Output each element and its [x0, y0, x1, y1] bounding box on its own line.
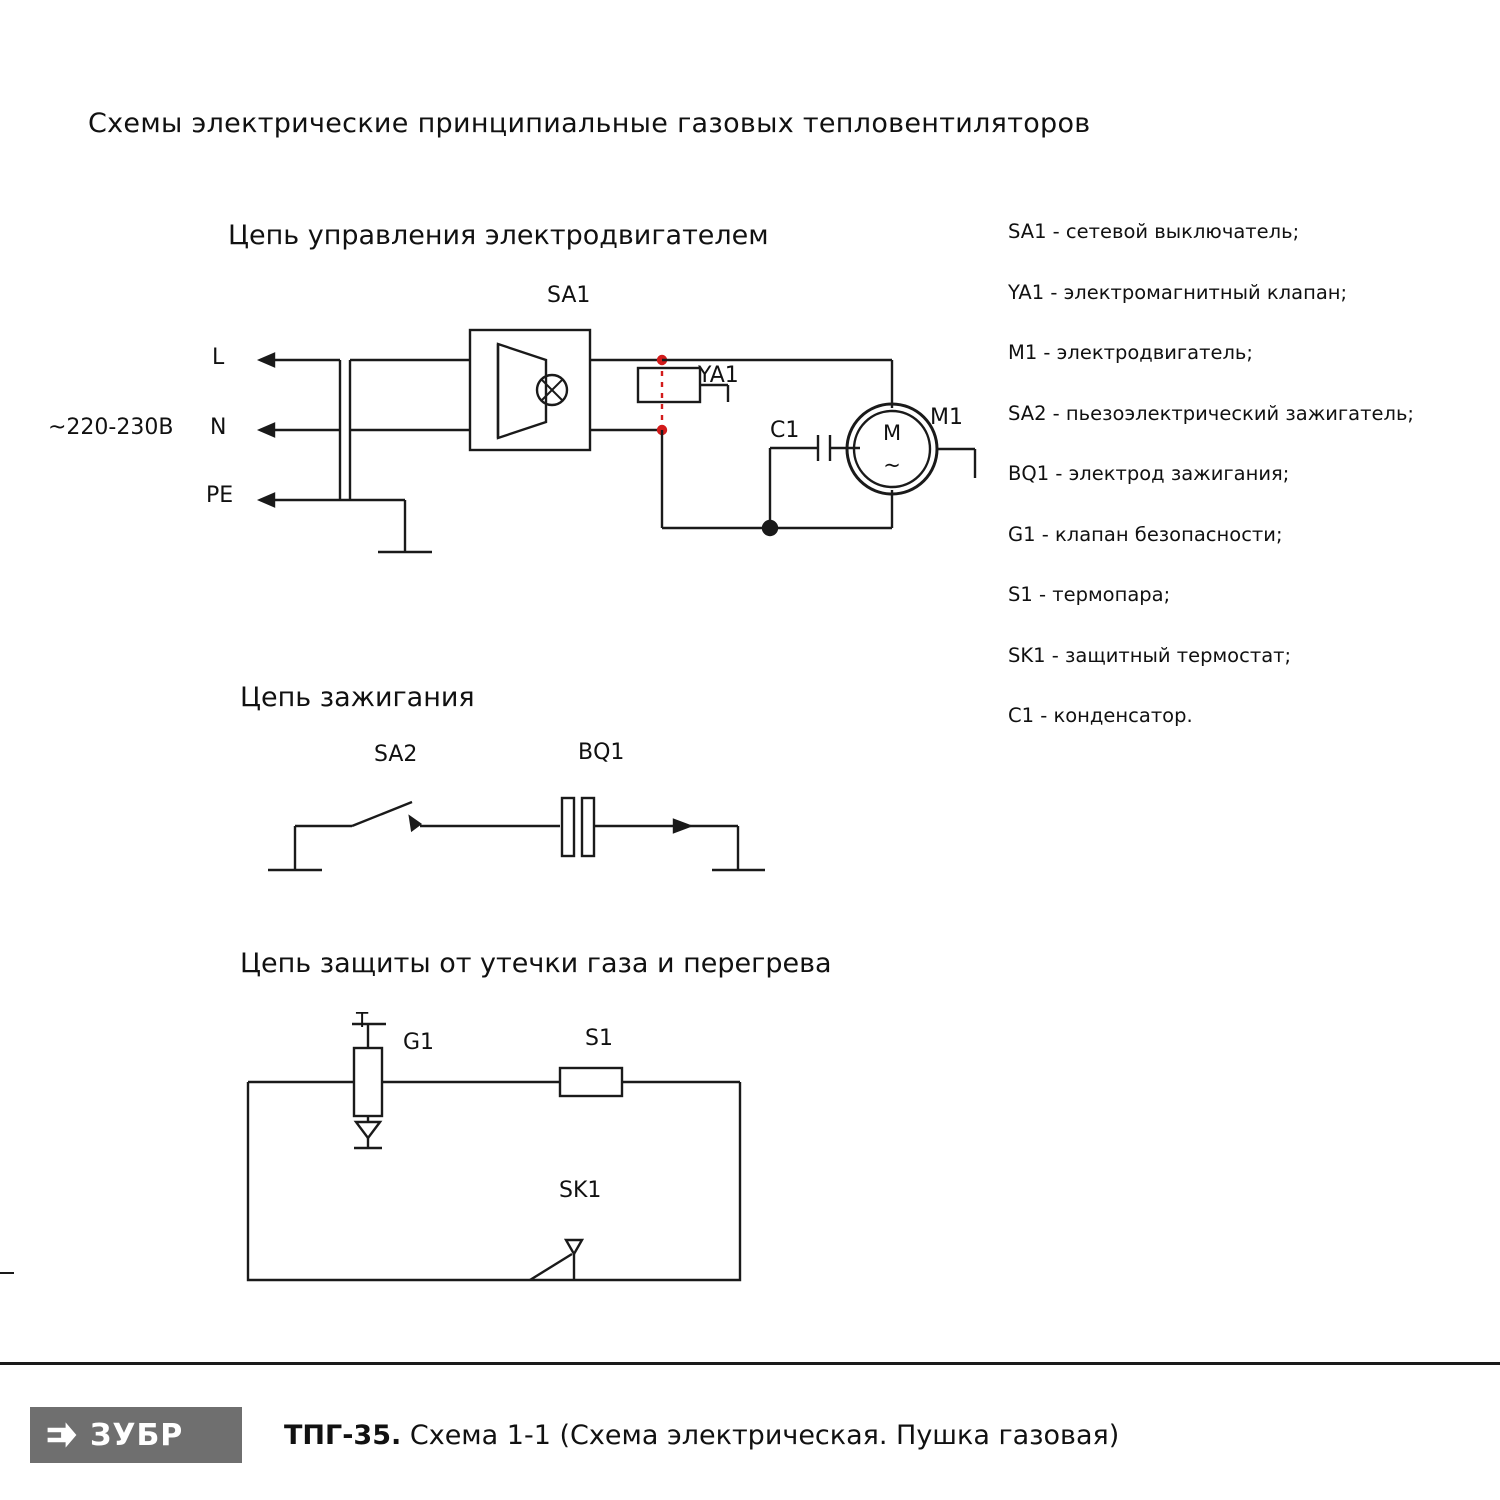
svg-text:M: M — [882, 421, 902, 445]
legend-item-g1: G1 - клапан безопасности; — [1008, 522, 1283, 546]
section-title-ignition: Цепь зажигания — [240, 682, 475, 713]
component-label-s1: S1 — [585, 1026, 613, 1051]
legend-item-sa2: SA2 - пьезоэлектрический зажигатель; — [1008, 401, 1415, 425]
thermocouple-s1 — [560, 1068, 622, 1096]
component-label-m1: M1 — [930, 405, 963, 430]
crop-tick-mark — [0, 1272, 14, 1274]
legend-item-bq1: BQ1 - электрод зажигания; — [1008, 462, 1290, 485]
footer — [0, 1400, 1500, 1470]
ignition-schematic — [260, 790, 820, 900]
capacitor-c1 — [763, 435, 860, 535]
motor-m1-symbol — [847, 404, 937, 494]
loop-wire — [248, 1082, 740, 1280]
terminal-label-l: L — [212, 345, 225, 370]
solenoid-ya1 — [638, 368, 728, 402]
terminal-label-pe: PE — [206, 483, 234, 508]
switch-sa1-body — [470, 330, 590, 450]
footer-caption — [284, 1420, 1119, 1451]
footer-model: ТПГ-35. — [284, 1419, 402, 1451]
section-title-protection: Цепь защиты от утечки газа и перегрева — [240, 948, 832, 979]
switch-sa2 — [352, 802, 560, 830]
component-label-sa1: SA1 — [547, 283, 591, 308]
component-label-g1: G1 — [403, 1030, 435, 1055]
arrow-logo-icon — [44, 1417, 80, 1453]
electrode-bq1 — [562, 798, 690, 856]
component-label-c1: C1 — [770, 418, 800, 443]
svg-text:~: ~ — [883, 453, 901, 477]
thermostat-sk1 — [530, 1240, 582, 1280]
brand-badge — [30, 1407, 242, 1463]
protection-schematic — [240, 1040, 800, 1290]
footer-caption-text: Схема 1-1 (Схема электрическая. Пушка газовая) — [409, 1419, 1120, 1451]
legend-item-sk1: SK1 - защитный термостат; — [1008, 643, 1292, 667]
terminal-label-n: N — [210, 415, 227, 440]
legend-item-c1: C1 - конденсатор. — [1008, 704, 1193, 727]
valve-g1 — [352, 1024, 386, 1148]
legend-item-s1: S1 - термопара; — [1008, 583, 1171, 606]
supply-voltage-label: ~220-230В — [48, 415, 174, 440]
component-label-ya1: YA1 — [698, 363, 739, 388]
footer-divider — [0, 1362, 1500, 1365]
ground-symbol-pe — [378, 500, 432, 552]
motor-control-schematic — [230, 330, 1090, 630]
component-label-bq1: BQ1 — [578, 740, 625, 765]
page-title: Схемы электрические принципиальные газовых тепловентиляторов — [88, 108, 1091, 139]
component-label-sk1: SK1 — [559, 1178, 602, 1203]
legend-item-ya1: YA1 - электромагнитный клапан; — [1008, 280, 1348, 304]
valve-g1-marker: T — [356, 1008, 369, 1032]
legend-item-m1: M1 - электродвигатель; — [1008, 341, 1253, 364]
brand-name: ЗУБР — [90, 1417, 184, 1453]
section-title-motor-control: Цепь управления электродвигателем — [228, 220, 769, 251]
legend — [1008, 222, 1478, 767]
component-label-sa2: SA2 — [374, 742, 418, 767]
legend-item-sa1: SA1 - сетевой выключатель; — [1008, 220, 1300, 243]
